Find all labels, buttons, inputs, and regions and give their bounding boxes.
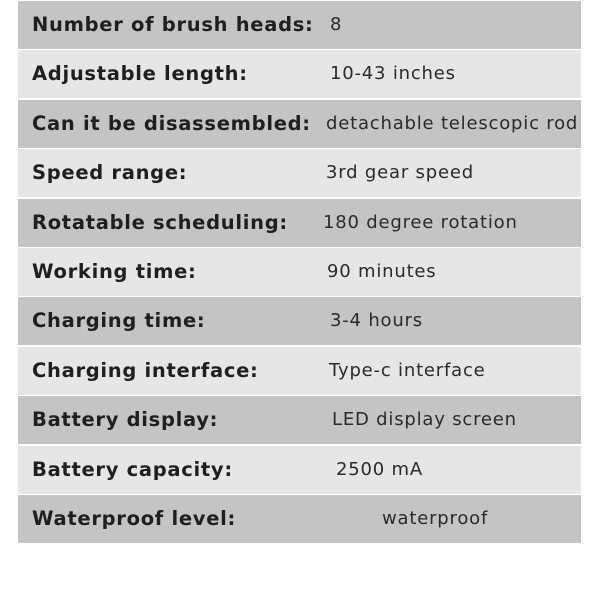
spec-row-battery-capacity bbox=[18, 446, 581, 494]
spec-row-speed-range bbox=[18, 149, 581, 197]
spec-value: Type-c interface bbox=[329, 359, 486, 381]
spec-row-battery-display bbox=[18, 396, 581, 444]
spec-label: Adjustable length: bbox=[32, 62, 248, 86]
spec-value: detachable telescopic rod bbox=[326, 112, 579, 134]
spec-label: Waterproof level: bbox=[32, 506, 237, 530]
spec-row-disassembly bbox=[18, 100, 581, 148]
spec-label: Number of brush heads: bbox=[32, 13, 314, 36]
spec-table bbox=[18, 1, 581, 544]
spec-value: 8 bbox=[330, 14, 343, 35]
spec-row-brush-heads bbox=[18, 1, 581, 49]
spec-label: Charging interface: bbox=[32, 358, 259, 382]
spec-row-charging-time bbox=[18, 297, 581, 345]
spec-value: 180 degree rotation bbox=[323, 211, 518, 233]
spec-value: 10-43 inches bbox=[330, 63, 456, 85]
spec-row-working-time bbox=[18, 248, 581, 296]
spec-value: 3rd gear speed bbox=[326, 162, 474, 184]
spec-row-charging-interface bbox=[18, 347, 581, 395]
spec-value: LED display screen bbox=[332, 409, 517, 431]
spec-label: Can it be disassembled: bbox=[32, 111, 311, 135]
spec-label: Rotatable scheduling: bbox=[32, 210, 288, 234]
spec-row-rotation bbox=[18, 199, 581, 247]
spec-label: Charging time: bbox=[32, 309, 206, 333]
spec-value: 3-4 hours bbox=[330, 310, 423, 332]
spec-value: waterproof bbox=[382, 507, 489, 529]
spec-label: Battery display: bbox=[32, 408, 219, 432]
spec-label: Working time: bbox=[32, 259, 197, 283]
spec-label: Speed range: bbox=[32, 161, 188, 185]
spec-value: 90 minutes bbox=[327, 260, 437, 282]
spec-value: 2500 mA bbox=[336, 458, 423, 480]
spec-row-adjustable-length bbox=[18, 50, 581, 98]
spec-label: Battery capacity: bbox=[32, 457, 233, 481]
spec-row-waterproof bbox=[18, 495, 581, 543]
